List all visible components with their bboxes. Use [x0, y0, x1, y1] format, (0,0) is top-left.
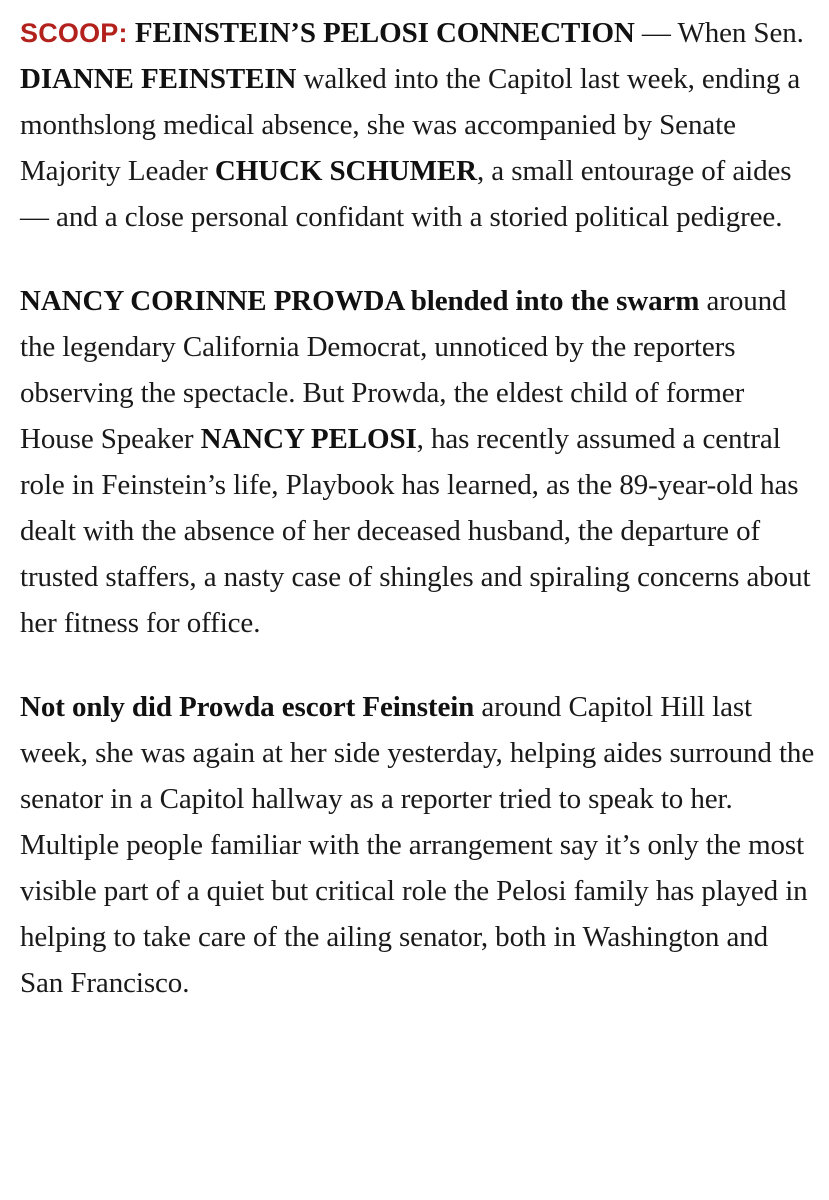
- paragraph-1: [20, 10, 815, 240]
- p2-lead: NANCY CORINNE PROWDA blended into the swarm: [20, 285, 700, 317]
- p1-text-3: , a small entourage of aides — and a close personal confidant with a storied political pedigree.: [20, 155, 792, 233]
- headline: FEINSTEIN’S PELOSI CONNECTION: [134, 17, 635, 49]
- name-nancy-pelosi: NANCY PELOSI: [200, 423, 417, 455]
- p2-text-1: around the legendary California Democrat, unnoticed by the reporters observing the spectacle. But Prowda, the eldest child of former House Speaker: [20, 285, 787, 455]
- paragraph-3: [20, 684, 815, 1006]
- paragraph-2: [20, 278, 815, 646]
- name-dianne-feinstein: DIANNE FEINSTEIN: [20, 63, 297, 95]
- name-chuck-schumer: CHUCK SCHUMER: [214, 155, 477, 187]
- p3-text-1: around Capitol Hill last week, she was again at her side yesterday, helping aides surround the senator in a Capitol hallway as a reporter tried to speak to her. Multiple people familiar with the arrangement say it’s only the most visible part of a quiet but critical role the Pelosi family has played in helping to take care of the ailing senator, both in Washington and San Francisco.: [20, 691, 815, 999]
- article-body: [20, 10, 815, 1044]
- p2-text-2: , has recently assumed a central role in Feinstein’s life, Playbook has learned, as the 89-year-old has dealt with the absence of her deceased husband, the departure of trusted staffers, a nasty case of shingles and spiraling concerns about her fitness for office.: [20, 423, 811, 639]
- p1-text-1: — When Sen.: [634, 17, 804, 49]
- p3-lead: Not only did Prowda escort Feinstein: [20, 691, 475, 723]
- p1-text-2: walked into the Capitol last week, ending a monthslong medical absence, she was accompanied by Senate Majority Leader: [20, 63, 801, 187]
- scoop-label: SCOOP:: [20, 18, 128, 48]
